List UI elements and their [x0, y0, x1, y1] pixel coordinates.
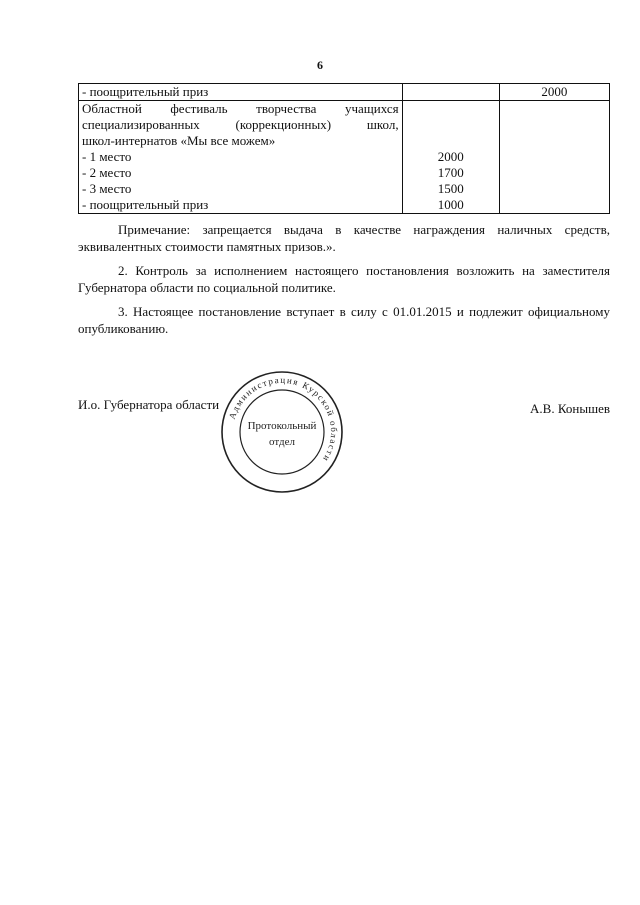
table-row — [79, 84, 610, 101]
table-cell-value — [499, 101, 609, 214]
table-row — [79, 101, 610, 214]
note-paragraph: Примечание: запрещается выдача в качестве награждения наличных средств, эквивалентных стоимости памятных призов.». — [78, 222, 610, 254]
paragraph-2: 2. Контроль за исполнением настоящего постановления возложить на заместителя Губернатора области по социальной политике. — [78, 263, 610, 295]
place-label: - 3 место — [82, 181, 132, 196]
official-stamp — [217, 370, 347, 495]
place-label: - поощрительный приз — [82, 197, 209, 212]
stamp-center-line: Протокольный — [247, 420, 317, 432]
table-cell-value: 2000 — [499, 84, 609, 101]
place-value: 2000 — [437, 149, 464, 164]
paragraph-3: 3. Настоящее постановление вступает в силу с 01.01.2015 и подлежит официальному опубликованию. — [78, 304, 610, 336]
place-value: 1000 — [437, 197, 464, 212]
table-cell-value — [402, 101, 499, 214]
place-value: 1700 — [437, 165, 464, 180]
festival-title-line: Областной фестиваль творчества учащихся — [82, 101, 399, 116]
page-number: 6 — [317, 58, 323, 72]
table-cell-label — [79, 101, 403, 214]
place-value: 1500 — [437, 181, 464, 196]
stamp-ring-text: Администрация Курской области — [226, 374, 340, 465]
place-label: - 2 место — [82, 165, 132, 180]
awards-table — [78, 83, 610, 214]
signature-position: И.о. Губернатора области — [78, 397, 220, 412]
signature-name: А.В. Конышев — [530, 401, 610, 416]
festival-title-line: специализированных (коррекционных) школ, — [82, 117, 399, 132]
table-cell-value — [402, 84, 499, 101]
festival-title-line: школ-интернатов «Мы все можем» — [82, 133, 276, 148]
stamp-center-line: отдел — [269, 436, 295, 448]
table-cell-label: - поощрительный приз — [79, 84, 403, 101]
place-label: - 1 место — [82, 149, 132, 164]
